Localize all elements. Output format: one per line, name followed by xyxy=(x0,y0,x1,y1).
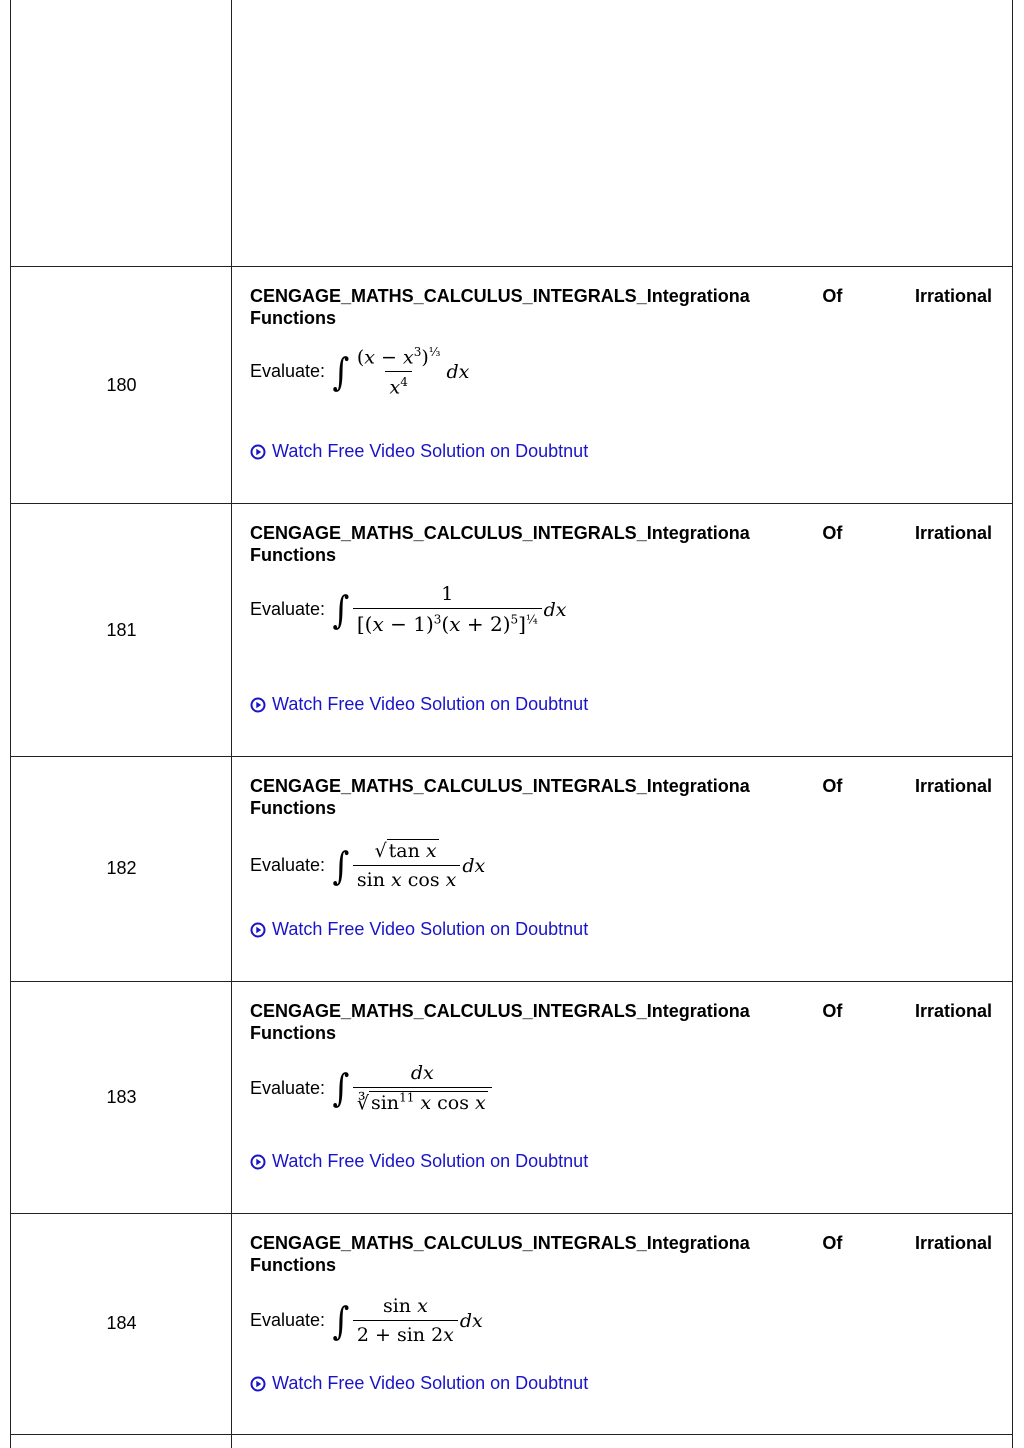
question-number: 182 xyxy=(106,858,137,878)
title-main: CENGAGE_MATHS_CALCULUS_INTEGRALS_Integrationa xyxy=(250,1001,750,1021)
title-main: CENGAGE_MATHS_CALCULUS_INTEGRALS_Integrationa xyxy=(250,1233,750,1253)
watch-video-text: Watch Free Video Solution on Doubtnut xyxy=(272,441,589,461)
question-number: 184 xyxy=(106,1313,137,1333)
integral-expression: ∫ $\frac{\text{√ tan x}}{\text{sin x cos x}}$ dx xyxy=(332,840,486,891)
watch-video-link[interactable] xyxy=(250,441,588,462)
title-of: Of xyxy=(822,286,843,306)
evaluate-label: Evaluate: xyxy=(250,1310,326,1330)
play-circle-icon xyxy=(250,697,266,713)
question-expression xyxy=(250,583,566,636)
title-main: CENGAGE_MATHS_CALCULUS_INTEGRALS_Integrationa xyxy=(250,523,750,543)
play-circle-icon xyxy=(250,922,266,938)
title-continuation: Functions xyxy=(250,1255,336,1275)
title-continuation: Functions xyxy=(250,798,336,818)
question-title xyxy=(250,775,992,819)
title-irrational: Irrational xyxy=(914,286,992,306)
question-title xyxy=(250,1232,992,1276)
row-divider xyxy=(10,1213,1013,1214)
integral-expression: ∫ $\frac{dx}{∛ \sin^{11} x \cos x}$ xyxy=(331,1062,492,1114)
question-title xyxy=(250,285,992,329)
question-title xyxy=(250,1000,992,1044)
row-divider xyxy=(10,266,1013,267)
title-continuation: Functions xyxy=(250,545,336,565)
integral-expression: ∫ $\frac{1}{[(x - 1)^3(x + 2)^5]^{\frac{1}{4}}}$ dx xyxy=(332,583,567,636)
integral-expression: ∫ $\frac{(x - x^3)^{\frac{1}{3}}}{x^4}$ dx xyxy=(332,345,470,399)
question-expression xyxy=(250,345,469,399)
title-continuation: Functions xyxy=(250,1023,336,1043)
watch-video-link[interactable] xyxy=(250,694,588,715)
row-divider xyxy=(10,981,1013,982)
watch-video-link[interactable] xyxy=(250,1151,588,1172)
question-number: 183 xyxy=(106,1087,137,1107)
question-expression xyxy=(250,840,485,891)
title-of: Of xyxy=(822,776,843,796)
question-expression xyxy=(250,1062,492,1114)
title-of: Of xyxy=(822,523,843,543)
watch-video-text: Watch Free Video Solution on Doubtnut xyxy=(272,919,589,939)
evaluate-label: Evaluate: xyxy=(250,599,326,619)
watch-video-link[interactable] xyxy=(250,1373,588,1394)
title-continuation: Functions xyxy=(250,308,336,328)
title-irrational: Irrational xyxy=(914,776,992,796)
table-frame xyxy=(10,0,1013,1448)
title-main: CENGAGE_MATHS_CALCULUS_INTEGRALS_Integrationa xyxy=(250,286,750,306)
play-circle-icon xyxy=(250,1154,266,1170)
watch-video-text: Watch Free Video Solution on Doubtnut xyxy=(272,694,589,714)
title-irrational: Irrational xyxy=(914,523,992,543)
row-divider xyxy=(10,503,1013,504)
question-title xyxy=(250,522,992,566)
question-number: 181 xyxy=(106,620,137,640)
watch-video-link[interactable] xyxy=(250,919,588,940)
evaluate-label: Evaluate: xyxy=(250,361,326,382)
watch-video-text: Watch Free Video Solution on Doubtnut xyxy=(272,1373,589,1393)
title-main: CENGAGE_MATHS_CALCULUS_INTEGRALS_Integrationa xyxy=(250,776,750,796)
watch-video-text: Watch Free Video Solution on Doubtnut xyxy=(272,1151,589,1171)
title-irrational: Irrational xyxy=(914,1233,992,1253)
title-of: Of xyxy=(822,1001,843,1021)
question-expression xyxy=(250,1295,483,1346)
play-circle-icon xyxy=(250,1376,266,1392)
row-divider xyxy=(10,756,1013,757)
play-circle-icon xyxy=(250,444,266,460)
question-number: 180 xyxy=(106,375,137,395)
evaluate-label: Evaluate: xyxy=(250,855,326,875)
evaluate-label: Evaluate: xyxy=(250,1077,326,1098)
integral-expression: ∫ $\frac{\text{sin x}}{2 + \sin 2x}$ dx xyxy=(332,1295,483,1346)
title-of: Of xyxy=(822,1233,843,1253)
column-divider xyxy=(231,0,232,1448)
row-divider xyxy=(10,1434,1013,1435)
title-irrational: Irrational xyxy=(914,1001,992,1021)
